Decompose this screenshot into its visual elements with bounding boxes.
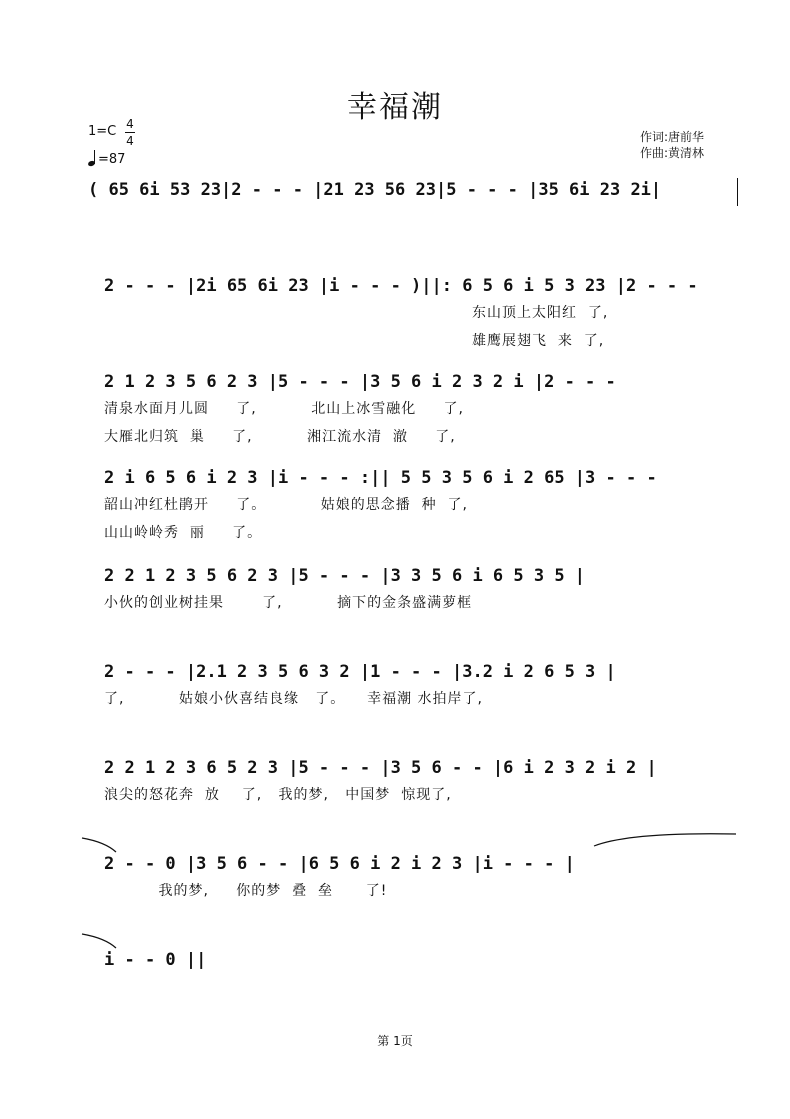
composer-credit: 作曲:黄清林 xyxy=(640,146,705,160)
lyrics-verse-2: 大雁北归筑 巢 了, 湘江流水清 澈 了, xyxy=(104,429,456,445)
lyrics-verse-1: 清泉水面月儿圆 了, 北山上冰雪融化 了, xyxy=(104,401,464,417)
tempo-value: =87 xyxy=(98,152,126,167)
notation: 2 i 6 5 6 i 2 3 |i - - - :|| 5 5 3 5 6 i 2 65 |3 - - - xyxy=(104,468,657,488)
notation: 2 - - - |2i 65 6i 23 |i - - - )||: 6 5 6 i 5 3 23 |2 - - - xyxy=(104,276,698,296)
notation: 2 1 2 3 5 6 2 3 |5 - - - |3 5 6 i 2 3 2 i |2 - - - xyxy=(104,372,616,392)
lyrics-verse-1: 浪尖的怒花奔 放 了, 我的梦, 中国梦 惊现了, xyxy=(104,787,452,803)
lyrics-verse-1: 我的梦, 你的梦 叠 垒 了! xyxy=(104,883,388,899)
time-signature-bottom: 4 xyxy=(126,134,134,148)
lyrics-verse-1: 了, 姑娘小伙喜结良缘 了。 幸福潮 水拍岸了, xyxy=(104,691,484,707)
lyrics-verse-1: 小伙的创业树挂果 了, 摘下的金条盛满萝框 xyxy=(104,595,473,611)
page-number: 第 1页 xyxy=(377,1034,413,1048)
lyrics-verse-1: 韶山冲红杜鹃开 了。 姑娘的思念播 种 了, xyxy=(104,497,469,513)
tie-arc xyxy=(80,930,120,950)
barline xyxy=(737,178,738,206)
tie-arc xyxy=(590,830,740,850)
lyrics-verse-1: 东山顶上太阳红 了, xyxy=(472,305,609,321)
notation: 2 - - 0 |3 5 6 - - |6 5 6 i 2 i 2 3 |i - - - | xyxy=(104,854,575,874)
lyrics-verse-2: 雄鹰展翅飞 来 了, xyxy=(472,333,605,349)
notation: 2 2 1 2 3 6 5 2 3 |5 - - - |3 5 6 - - |6 i 2 3 2 i 2 | xyxy=(104,758,657,778)
notation: ( 65 6i 53 23|2 - - - |21 23 56 23|5 - - - |35 6i 23 2i| xyxy=(88,180,662,200)
lyrics-verse-2: 山山岭岭秀 丽 了。 xyxy=(104,525,263,541)
score-title: 幸福潮 xyxy=(347,90,443,125)
notation: 2 - - - |2.1 2 3 5 6 3 2 |1 - - - |3.2 i 2 6 5 3 | xyxy=(104,662,616,682)
tie-arc xyxy=(80,834,120,854)
time-signature-top: 4 xyxy=(126,117,134,131)
tempo-marking xyxy=(88,150,125,167)
notation: 2 2 1 2 3 5 6 2 3 |5 - - - |3 3 5 6 i 6 5 3 5 | xyxy=(104,566,586,586)
time-signature xyxy=(124,116,136,149)
key-signature: 1=C xyxy=(88,124,117,139)
notation: i - - 0 || xyxy=(104,950,207,970)
lyricist-credit: 作词:唐前华 xyxy=(640,130,705,144)
quarter-note-icon xyxy=(88,150,98,166)
